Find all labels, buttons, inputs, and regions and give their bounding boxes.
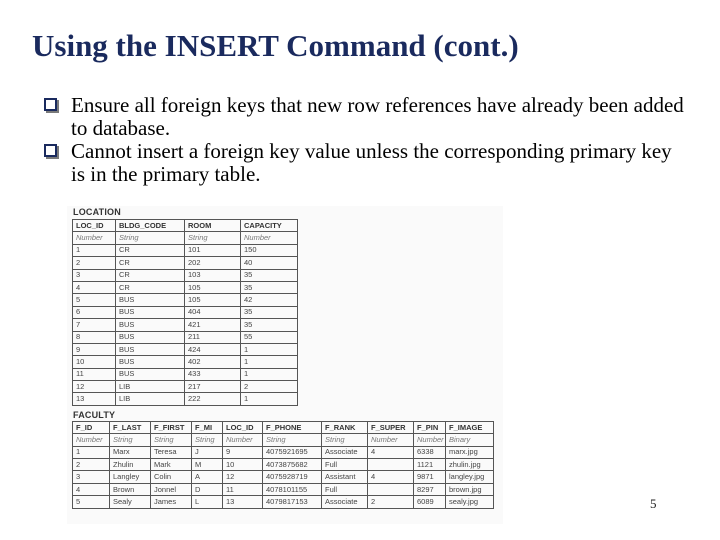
- column-header: F_PIN: [414, 421, 446, 433]
- column-type: Number: [368, 434, 414, 446]
- table-cell: 8: [73, 331, 116, 343]
- table-cell: 4075921695: [263, 446, 322, 458]
- table-cell: Colin: [151, 471, 192, 483]
- type-row: [73, 434, 494, 446]
- table-cell: Brown: [110, 483, 151, 495]
- table-cell: [368, 483, 414, 495]
- table-row: [73, 446, 494, 458]
- table-cell: 402: [185, 356, 241, 368]
- table-cell: 11: [223, 483, 263, 495]
- table-cell: BUS: [116, 356, 185, 368]
- table-cell: LIB: [116, 393, 185, 405]
- table-cell: CR: [116, 257, 185, 269]
- table-cell: 2: [368, 496, 414, 508]
- column-header: LOC_ID: [73, 220, 116, 232]
- table-cell: Teresa: [151, 446, 192, 458]
- column-type: String: [322, 434, 368, 446]
- column-type: Number: [73, 232, 116, 244]
- table-cell: 4079817153: [263, 496, 322, 508]
- column-header: F_PHONE: [263, 421, 322, 433]
- table-cell: langley.jpg: [446, 471, 494, 483]
- column-type: Number: [73, 434, 110, 446]
- table-cell: 13: [223, 496, 263, 508]
- table-cell: BUS: [116, 294, 185, 306]
- bullet-text: Ensure all foreign keys that new row references have already been added to database.: [71, 93, 684, 140]
- table-cell: 9: [223, 446, 263, 458]
- table-cell: 1121: [414, 459, 446, 471]
- table-cell: 3: [73, 269, 116, 281]
- column-header: F_RANK: [322, 421, 368, 433]
- table-cell: 13: [73, 393, 116, 405]
- table-cell: brown.jpg: [446, 483, 494, 495]
- header-row: [73, 421, 494, 433]
- column-type: Number: [223, 434, 263, 446]
- table-cell: BUS: [116, 331, 185, 343]
- table-cell: 35: [241, 319, 298, 331]
- table-cell: 424: [185, 343, 241, 355]
- table-cell: BUS: [116, 319, 185, 331]
- table-cell: Full: [322, 483, 368, 495]
- column-type: String: [185, 232, 241, 244]
- table-cell: 35: [241, 306, 298, 318]
- table-row: [73, 356, 298, 368]
- table-cell: sealy.jpg: [446, 496, 494, 508]
- column-type: Number: [414, 434, 446, 446]
- table-cell: 1: [241, 393, 298, 405]
- table-row: [73, 459, 494, 471]
- table-cell: BUS: [116, 368, 185, 380]
- table-cell: 40: [241, 257, 298, 269]
- table-cell: marx.jpg: [446, 446, 494, 458]
- table-cell: 4: [73, 483, 110, 495]
- table-row: [73, 244, 298, 256]
- table-cell: 42: [241, 294, 298, 306]
- table-cell: Langley: [110, 471, 151, 483]
- faculty-table-caption: FACULTY: [73, 409, 116, 420]
- bullet-list: [44, 94, 684, 186]
- table-row: [73, 483, 494, 495]
- table-cell: 1: [73, 244, 116, 256]
- checkbox-bullet-icon: [44, 98, 57, 111]
- table-cell: LIB: [116, 381, 185, 393]
- table-row: [73, 496, 494, 508]
- table-cell: 217: [185, 381, 241, 393]
- table-cell: 2: [241, 381, 298, 393]
- table-cell: Marx: [110, 446, 151, 458]
- table-cell: M: [192, 459, 223, 471]
- table-cell: 1: [241, 356, 298, 368]
- table-cell: Mark: [151, 459, 192, 471]
- table-row: [73, 294, 298, 306]
- table-row: [73, 343, 298, 355]
- column-type: String: [151, 434, 192, 446]
- column-header: ROOM: [185, 220, 241, 232]
- type-row: [73, 232, 298, 244]
- column-type: Binary: [446, 434, 494, 446]
- column-type: String: [110, 434, 151, 446]
- table-figure: [67, 206, 503, 524]
- table-row: [73, 381, 298, 393]
- table-cell: 10: [73, 356, 116, 368]
- table-cell: 9: [73, 343, 116, 355]
- table-cell: 8297: [414, 483, 446, 495]
- table-row: [73, 281, 298, 293]
- table-cell: 4073875682: [263, 459, 322, 471]
- table-row: [73, 257, 298, 269]
- table-cell: 1: [241, 343, 298, 355]
- header-row: [73, 220, 298, 232]
- table-cell: 101: [185, 244, 241, 256]
- table-cell: 3: [73, 471, 110, 483]
- table-cell: CR: [116, 269, 185, 281]
- table-cell: 202: [185, 257, 241, 269]
- column-header: CAPACITY: [241, 220, 298, 232]
- table-cell: 4: [73, 281, 116, 293]
- table-cell: 35: [241, 269, 298, 281]
- column-header: LOC_ID: [223, 421, 263, 433]
- table-cell: CR: [116, 281, 185, 293]
- table-cell: 404: [185, 306, 241, 318]
- checkbox-bullet-icon: [44, 144, 57, 157]
- table-cell: D: [192, 483, 223, 495]
- table-cell: 222: [185, 393, 241, 405]
- page-number: 5: [650, 496, 657, 511]
- table-cell: James: [151, 496, 192, 508]
- table-row: [73, 368, 298, 380]
- table-row: [73, 331, 298, 343]
- table-cell: 7: [73, 319, 116, 331]
- table-row: [73, 471, 494, 483]
- table-cell: 1: [241, 368, 298, 380]
- table-cell: 6: [73, 306, 116, 318]
- column-type: String: [192, 434, 223, 446]
- table-row: [73, 306, 298, 318]
- table-cell: 35: [241, 281, 298, 293]
- column-header: F_IMAGE: [446, 421, 494, 433]
- table-cell: 5: [73, 496, 110, 508]
- table-cell: 12: [73, 381, 116, 393]
- table-cell: 10: [223, 459, 263, 471]
- table-cell: 55: [241, 331, 298, 343]
- table-cell: 150: [241, 244, 298, 256]
- location-table: [72, 219, 298, 406]
- table-cell: J: [192, 446, 223, 458]
- table-cell: Zhulin: [110, 459, 151, 471]
- faculty-table: [72, 421, 494, 509]
- table-cell: 421: [185, 319, 241, 331]
- column-header: BLDG_CODE: [116, 220, 185, 232]
- table-cell: Sealy: [110, 496, 151, 508]
- table-row: [73, 269, 298, 281]
- table-cell: 105: [185, 281, 241, 293]
- table-cell: CR: [116, 244, 185, 256]
- table-cell: 9871: [414, 471, 446, 483]
- column-header: F_LAST: [110, 421, 151, 433]
- column-header: F_ID: [73, 421, 110, 433]
- table-cell: Associate: [322, 496, 368, 508]
- table-cell: BUS: [116, 343, 185, 355]
- table-cell: 4078101155: [263, 483, 322, 495]
- bullet-item: [44, 140, 684, 186]
- table-cell: 105: [185, 294, 241, 306]
- table-cell: 11: [73, 368, 116, 380]
- column-header: F_MI: [192, 421, 223, 433]
- table-cell: Assistant: [322, 471, 368, 483]
- bullet-text: Cannot insert a foreign key value unless the corresponding primary key is in the primary table.: [71, 139, 672, 186]
- table-cell: 4075928719: [263, 471, 322, 483]
- column-header: F_FIRST: [151, 421, 192, 433]
- location-table-caption: LOCATION: [73, 207, 121, 217]
- table-cell: 2: [73, 459, 110, 471]
- column-type: String: [263, 434, 322, 446]
- table-row: [73, 319, 298, 331]
- table-cell: 6338: [414, 446, 446, 458]
- table-cell: Associate: [322, 446, 368, 458]
- table-cell: L: [192, 496, 223, 508]
- table-cell: Full: [322, 459, 368, 471]
- table-cell: BUS: [116, 306, 185, 318]
- column-header: F_SUPER: [368, 421, 414, 433]
- table-cell: Jonnel: [151, 483, 192, 495]
- table-cell: 4: [368, 446, 414, 458]
- table-cell: 4: [368, 471, 414, 483]
- table-cell: zhulin.jpg: [446, 459, 494, 471]
- table-cell: 6089: [414, 496, 446, 508]
- table-cell: A: [192, 471, 223, 483]
- bullet-item: [44, 94, 684, 140]
- slide-title: Using the INSERT Command (cont.): [32, 28, 519, 63]
- column-type: Number: [241, 232, 298, 244]
- table-cell: 103: [185, 269, 241, 281]
- table-cell: 5: [73, 294, 116, 306]
- table-cell: 2: [73, 257, 116, 269]
- table-cell: 211: [185, 331, 241, 343]
- column-type: String: [116, 232, 185, 244]
- table-cell: 433: [185, 368, 241, 380]
- table-cell: [368, 459, 414, 471]
- table-cell: 1: [73, 446, 110, 458]
- table-cell: 12: [223, 471, 263, 483]
- table-row: [73, 393, 298, 405]
